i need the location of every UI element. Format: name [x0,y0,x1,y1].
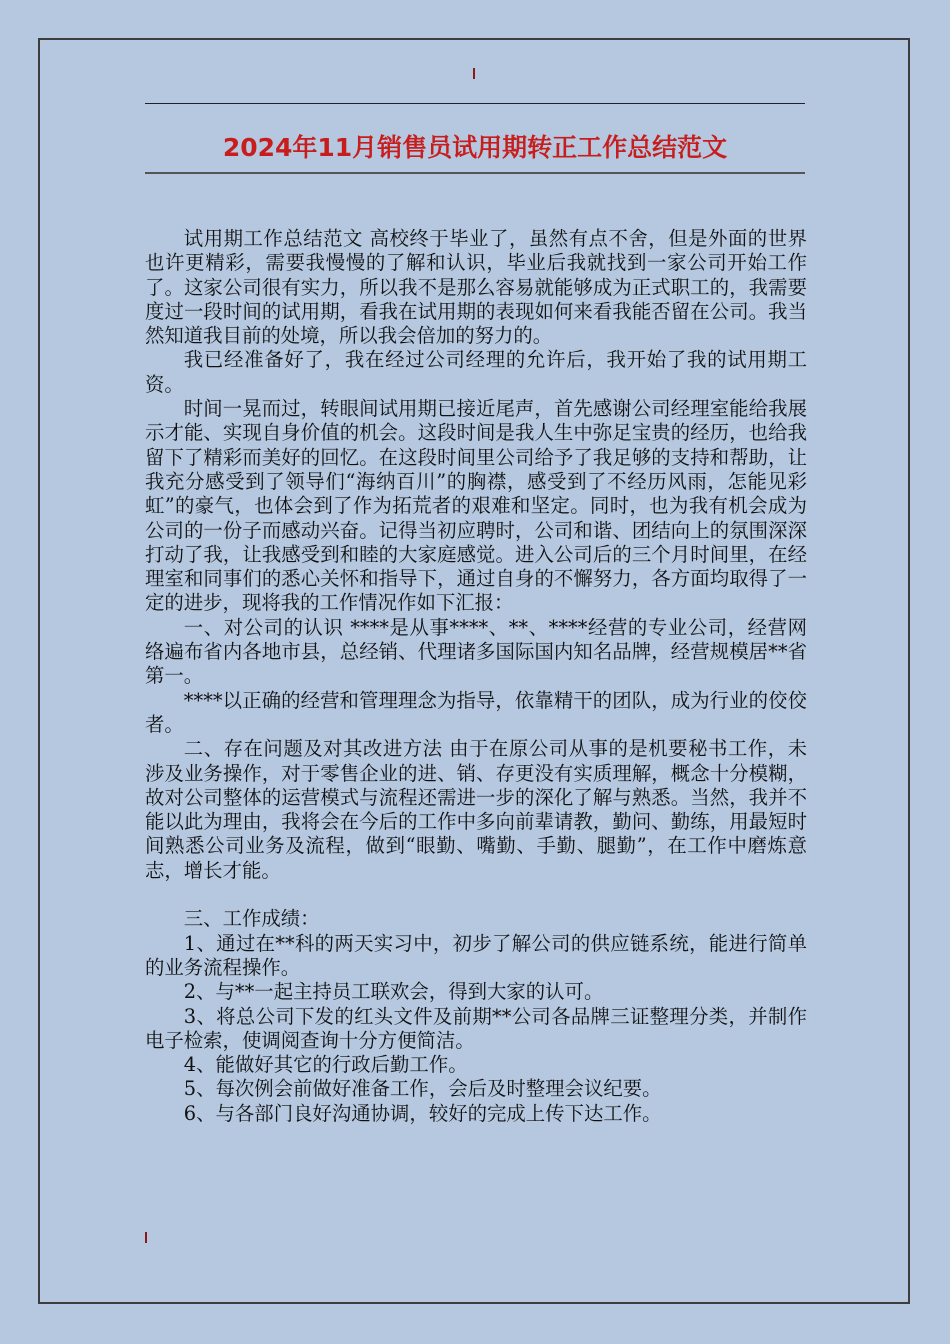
achievement-item: 6、与各部门良好沟通协调，较好的完成上传下达工作。 [183,1101,662,1125]
paragraph-ready: 我已经准备好了，我在经过公司经理的允许后，我开始了我的试用期工资。 [145,348,807,396]
achievement-item: 3、将总公司下发的红头文件及前期**公司各品牌三证整理分类，并制作电子检索，使调阅查询十分方便简洁。 [145,1004,807,1052]
paragraph-spacer [145,883,807,907]
document-body [145,227,807,1126]
header-rule [145,103,805,104]
paragraph-review: 时间一晃而过，转眼间试用期已接近尾声，首先感谢公司经理室能给我展示才能、实现自身价值的机会。这段时间是我人生中弥足宝贵的经历，也给我留下了精彩而美好的回忆。在这段时间里公司给予了我足够的支持和帮助，让我充分感受到了领导们“海纳百川”的胸襟，感受到了不经历风雨，怎能见彩虹”的豪气，也体会到了作为拓荒者的艰难和坚定。同时，也为我有机会成为公司的一份子而感动兴奋。记得当初应聘时，公司和谐、团结向上的氛围深深打动了我，让我感受到和睦的大家庭感觉。进入公司后的三个月时间里，在经理室和同事们的悉心关怀和指导下，通过自身的不懈努力，各方面均取得了一定的进步，现将我的工作情况作如下汇报： [145,397,807,615]
paragraph-achievements-heading: 三、工作成绩： [183,907,320,931]
paragraph-company-philosophy: ****以正确的经营和管理理念为指导，依靠精干的团队，成为行业的佼佼者。 [145,688,807,736]
paragraph-intro: 试用期工作总结范文 高校终于毕业了，虽然有点不舍，但是外面的世界也许更精彩，需要我慢慢的了解和认识，毕业后我就找到一家公司开始工作了。这家公司很有实力，所以我不是那么容易就能够成为正式职工的，我需要度过一段时间的试用期，看我在试用期的表现如何来看我能否留在公司。我当然知道我目前的处境，所以我会倍加的努力的。 [145,227,807,348]
achievement-item: 4、能做好其它的行政后勤工作。 [183,1053,468,1077]
title-underline [145,172,805,174]
document-title: 2024年11月销售员试用期转正工作总结范文 [222,133,728,162]
achievement-item: 5、每次例会前做好准备工作，会后及时整理会议纪要。 [183,1077,662,1101]
footer-mark [145,1232,147,1243]
paragraph-company-knowledge: 一、对公司的认识 ****是从事****、**、****经营的专业公司，经营网络遍布省内各地市县，总经销、代理诸多国际国内知名品牌，经营规模居**省第一。 [145,615,807,688]
paragraph-problems: 二、存在问题及对其改进方法 由于在原公司从事的是机要秘书工作，未涉及业务操作，对于零售企业的进、销、存更没有实质理解，概念十分模糊，故对公司整体的运营模式与流程还需进一步的深化了解与熟悉。当然，我并不能以此为理由，我将会在今后的工作中多向前辈请教，勤问、勤练，用最短时间熟悉公司业务及流程，做到“眼勤、嘴勤、手勤、腿勤”，在工作中磨炼意志，增长才能。 [145,737,807,882]
header-mark [473,68,475,79]
achievement-item: 2、与**一起主持员工联欢会，得到大家的认可。 [183,980,604,1004]
achievement-item: 1、通过在**科的两天实习中，初步了解公司的供应链系统，能进行简单的业务流程操作。 [145,931,807,979]
